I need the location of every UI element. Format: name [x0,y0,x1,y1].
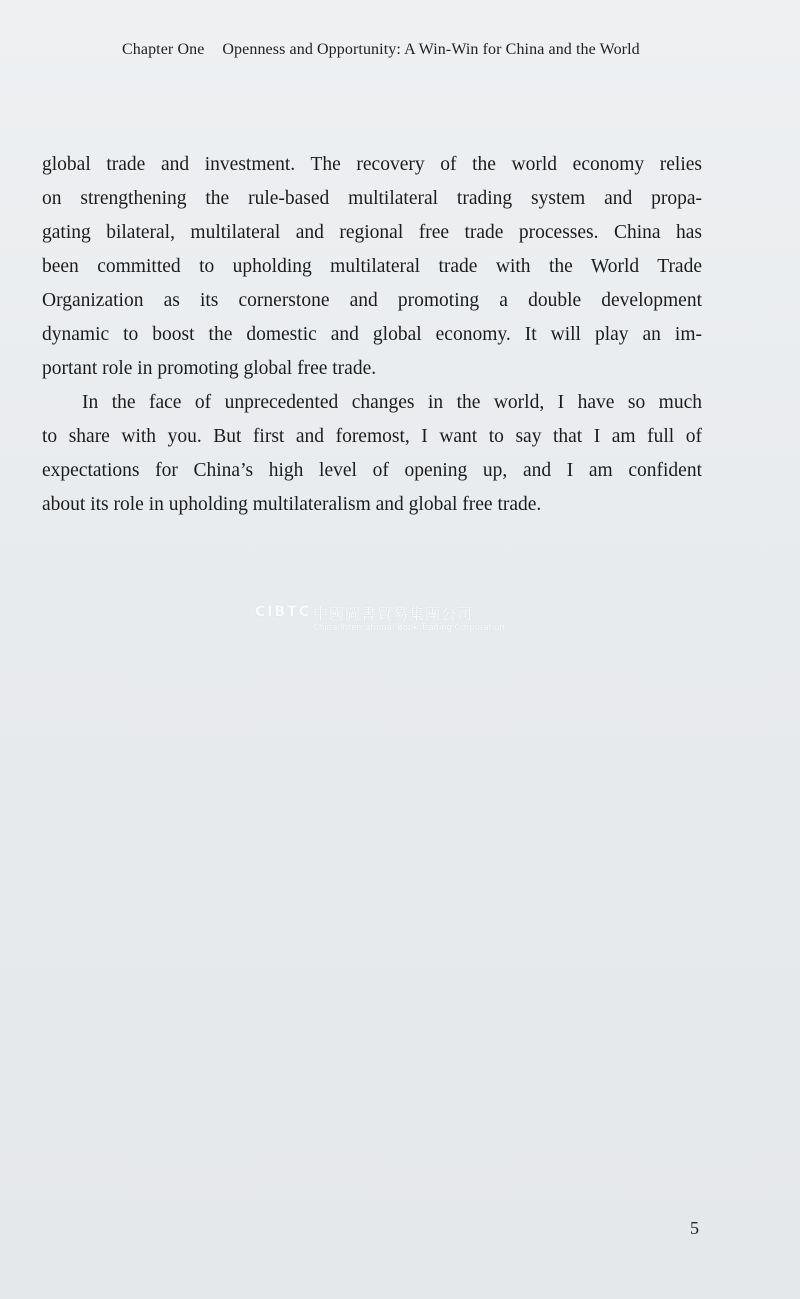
page-number: 5 [690,1218,699,1238]
watermark-english-name: China International Book Trading Corporation [313,623,505,633]
bleed-through-text [40,520,710,553]
body-text [42,148,702,522]
text-line: about its role in upholding multilateralism and global free trade. [42,494,542,515]
text-line: portant role in promoting global free trade. [42,358,377,379]
text-line: been committed to upholding multilateral trade with the World Trade [42,256,702,277]
text-line: dynamic to boost the domestic and global economy. It will play an im- [42,324,702,345]
paragraph-1 [42,148,702,386]
running-header [122,41,722,59]
paragraph-2 [42,386,702,522]
chapter-label: Chapter One [122,41,205,58]
text-line: to share with you. But first and foremost, I want to say that I am full of [42,426,702,447]
text-line: on strengthening the rule-based multilateral trading system and propa- [42,188,702,209]
text-line: expectations for China’s high level of opening up, and I am confident [42,460,702,481]
text-line: Organization as its cornerstone and promoting a double development [42,290,702,311]
text-line: In the face of unprecedented changes in the world, I have so much [82,392,702,413]
text-line: gating bilateral, multilateral and regional free trade processes. China has [42,222,702,243]
watermark-logo: CIBTC [255,604,311,620]
watermark-chinese-name: 中國圖書貿易集團公司 [313,605,474,623]
text-line: global trade and investment. The recovery of the world economy relies [42,154,702,175]
publisher-watermark [255,603,575,639]
chapter-title: Openness and Opportunity: A Win-Win for China and the World [222,41,640,58]
